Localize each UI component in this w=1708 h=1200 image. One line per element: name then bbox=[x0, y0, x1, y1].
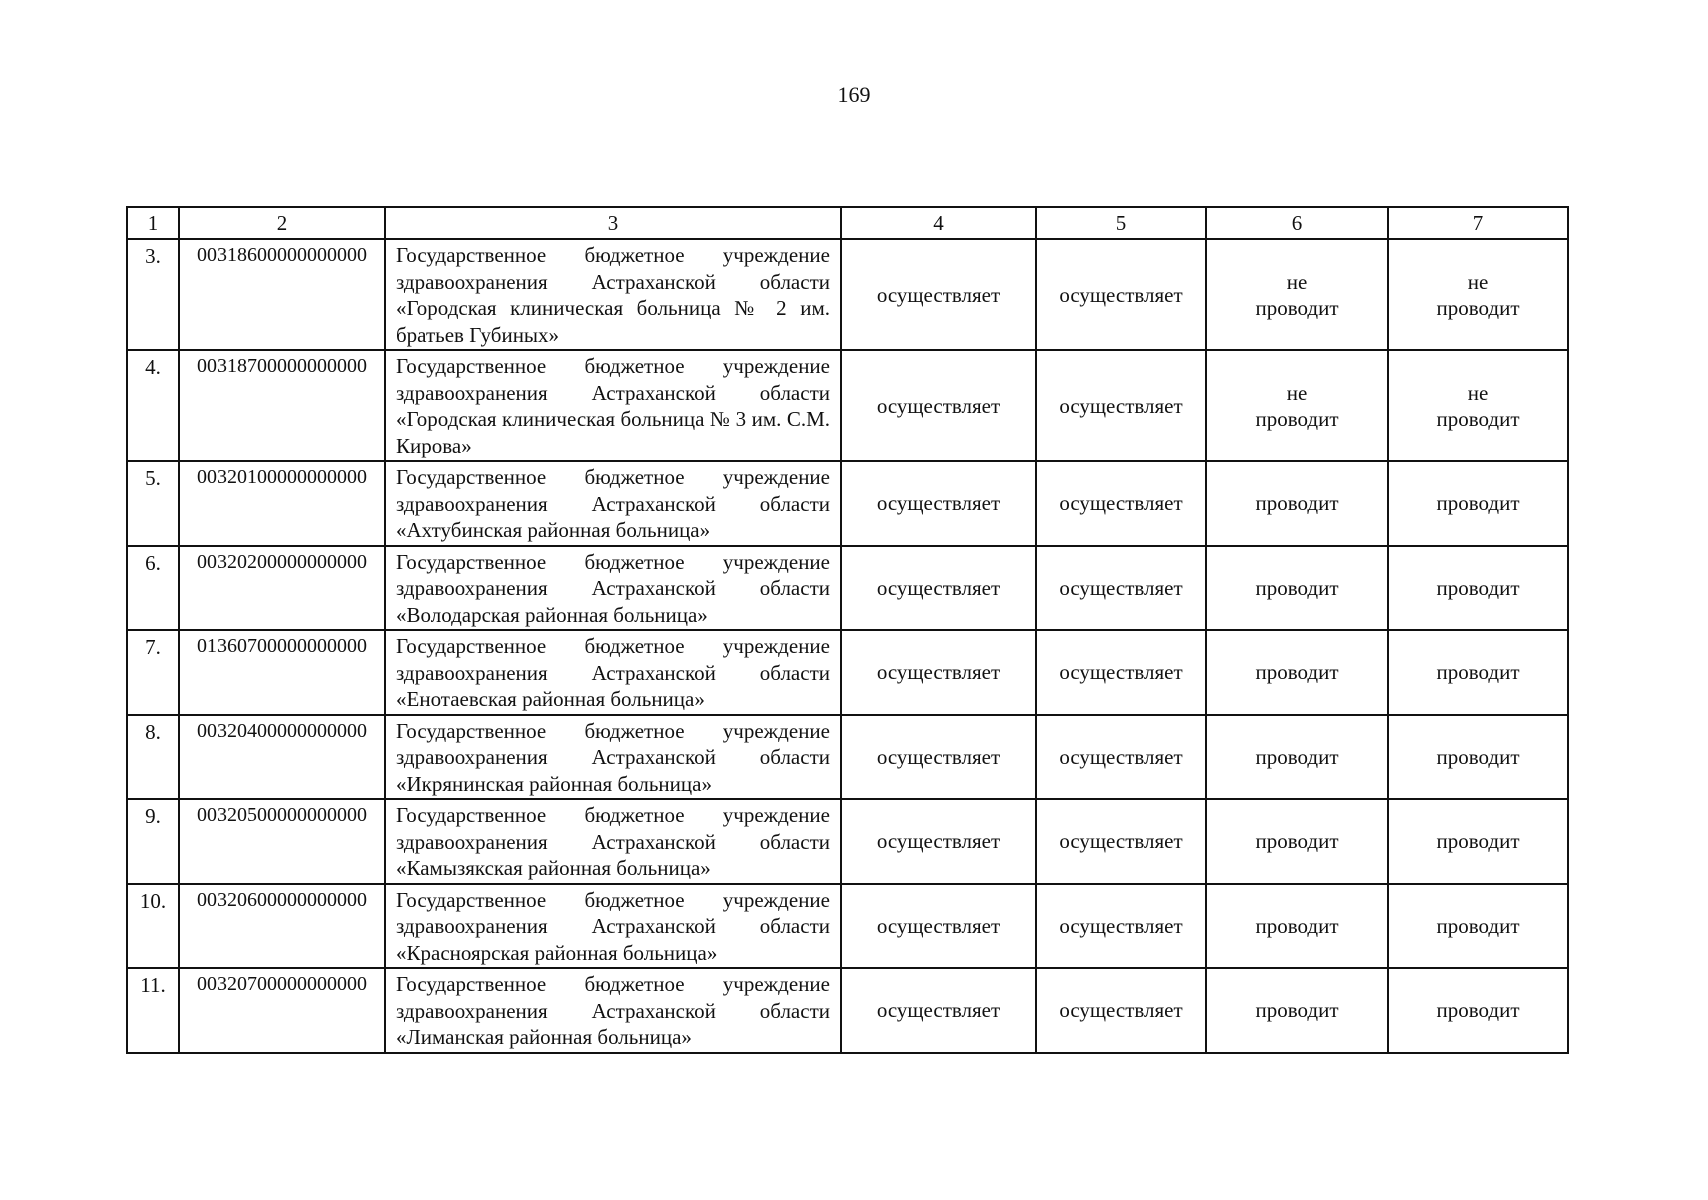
table-row bbox=[127, 239, 1568, 350]
row-number: 11. bbox=[127, 968, 179, 1053]
col7-value: проводит bbox=[1388, 715, 1568, 800]
institution-name: Государственное бюджетное учреждение здравоохранения Астраханской области «Городская клиническая больница № 3 им. С.М. Кирова» bbox=[385, 350, 841, 461]
registry-code: 00318600000000000 bbox=[179, 239, 385, 350]
page-number: 169 bbox=[837, 82, 871, 107]
row-number: 7. bbox=[127, 630, 179, 715]
header-cell: 6 bbox=[1206, 207, 1388, 239]
table-row bbox=[127, 546, 1568, 631]
institution-name: Государственное бюджетное учреждение здравоохранения Астраханской области «Володарская районная больница» bbox=[385, 546, 841, 631]
header-cell: 3 bbox=[385, 207, 841, 239]
header-row bbox=[127, 207, 1568, 239]
header-cell: 4 bbox=[841, 207, 1036, 239]
col4-value: осуществляет bbox=[841, 350, 1036, 461]
col4-value: осуществляет bbox=[841, 630, 1036, 715]
institution-name: Государственное бюджетное учреждение здравоохранения Астраханской области «Ахтубинская районная больница» bbox=[385, 461, 841, 546]
col7-value-line: не bbox=[1467, 269, 1489, 294]
row-number: 3. bbox=[127, 239, 179, 350]
registry-code: 00318700000000000 bbox=[179, 350, 385, 461]
institution-name: Государственное бюджетное учреждение здравоохранения Астраханской области «Лиманская районная больница» bbox=[385, 968, 841, 1053]
registry-code: 00320200000000000 bbox=[179, 546, 385, 631]
institution-name: Государственное бюджетное учреждение здравоохранения Астраханской области «Красноярская районная больница» bbox=[385, 884, 841, 969]
table-row bbox=[127, 968, 1568, 1053]
col6-value: проводит bbox=[1206, 799, 1388, 884]
col6-value: проводит bbox=[1206, 968, 1388, 1053]
table-row bbox=[127, 884, 1568, 969]
header-cell: 7 bbox=[1388, 207, 1568, 239]
col5-value: осуществляет bbox=[1036, 799, 1206, 884]
col5-value: осуществляет bbox=[1036, 239, 1206, 350]
institution-name: Государственное бюджетное учреждение здравоохранения Астраханской области «Камызякская районная больница» bbox=[385, 799, 841, 884]
col7-value: проводит bbox=[1388, 630, 1568, 715]
table-row bbox=[127, 630, 1568, 715]
col6-value-line: проводит bbox=[1255, 295, 1339, 320]
row-number: 8. bbox=[127, 715, 179, 800]
col6-value: проводит bbox=[1206, 630, 1388, 715]
col6-value: проводит bbox=[1206, 546, 1388, 631]
row-number: 10. bbox=[127, 884, 179, 969]
col7-value: проводит bbox=[1388, 546, 1568, 631]
table-row bbox=[127, 461, 1568, 546]
col6-value: проводит bbox=[1206, 884, 1388, 969]
col4-value: осуществляет bbox=[841, 461, 1036, 546]
table-row bbox=[127, 350, 1568, 461]
table-row bbox=[127, 799, 1568, 884]
col4-value: осуществляет bbox=[841, 968, 1036, 1053]
col5-value: осуществляет bbox=[1036, 546, 1206, 631]
col5-value: осуществляет bbox=[1036, 461, 1206, 546]
institution-name: Государственное бюджетное учреждение здравоохранения Астраханской области «Городская клиническая больница № 2 им. братьев Губиных» bbox=[385, 239, 841, 350]
col5-value: осуществляет bbox=[1036, 968, 1206, 1053]
registry-code: 00320600000000000 bbox=[179, 884, 385, 969]
registry-code: 01360700000000000 bbox=[179, 630, 385, 715]
col6-value bbox=[1206, 239, 1388, 350]
col5-value: осуществляет bbox=[1036, 715, 1206, 800]
registry-code: 00320100000000000 bbox=[179, 461, 385, 546]
header-cell: 2 bbox=[179, 207, 385, 239]
col7-value-line: не bbox=[1467, 380, 1489, 405]
col7-value-line: проводит bbox=[1436, 295, 1520, 320]
col7-value-line: проводит bbox=[1436, 406, 1520, 431]
registry-code: 00320400000000000 bbox=[179, 715, 385, 800]
col6-value-line: проводит bbox=[1255, 406, 1339, 431]
table-row bbox=[127, 715, 1568, 800]
institution-name: Государственное бюджетное учреждение здравоохранения Астраханской области «Икрянинская районная больница» bbox=[385, 715, 841, 800]
col7-value bbox=[1388, 350, 1568, 461]
col6-value-line: не bbox=[1286, 380, 1308, 405]
col7-value: проводит bbox=[1388, 461, 1568, 546]
header-cell: 5 bbox=[1036, 207, 1206, 239]
institutions-table bbox=[126, 206, 1569, 1054]
col4-value: осуществляет bbox=[841, 239, 1036, 350]
row-number: 9. bbox=[127, 799, 179, 884]
col6-value: проводит bbox=[1206, 715, 1388, 800]
col5-value: осуществляет bbox=[1036, 630, 1206, 715]
col6-value-line: не bbox=[1286, 269, 1308, 294]
row-number: 4. bbox=[127, 350, 179, 461]
registry-code: 00320500000000000 bbox=[179, 799, 385, 884]
col4-value: осуществляет bbox=[841, 546, 1036, 631]
col7-value: проводит bbox=[1388, 799, 1568, 884]
col5-value: осуществляет bbox=[1036, 884, 1206, 969]
col7-value: проводит bbox=[1388, 884, 1568, 969]
registry-code: 00320700000000000 bbox=[179, 968, 385, 1053]
institution-name: Государственное бюджетное учреждение здравоохранения Астраханской области «Енотаевская районная больница» bbox=[385, 630, 841, 715]
col7-value bbox=[1388, 239, 1568, 350]
col7-value: проводит bbox=[1388, 968, 1568, 1053]
col6-value: проводит bbox=[1206, 461, 1388, 546]
header-cell: 1 bbox=[127, 207, 179, 239]
col6-value bbox=[1206, 350, 1388, 461]
col4-value: осуществляет bbox=[841, 799, 1036, 884]
row-number: 6. bbox=[127, 546, 179, 631]
row-number: 5. bbox=[127, 461, 179, 546]
table-body bbox=[127, 239, 1568, 1053]
col4-value: осуществляет bbox=[841, 715, 1036, 800]
col4-value: осуществляет bbox=[841, 884, 1036, 969]
col5-value: осуществляет bbox=[1036, 350, 1206, 461]
